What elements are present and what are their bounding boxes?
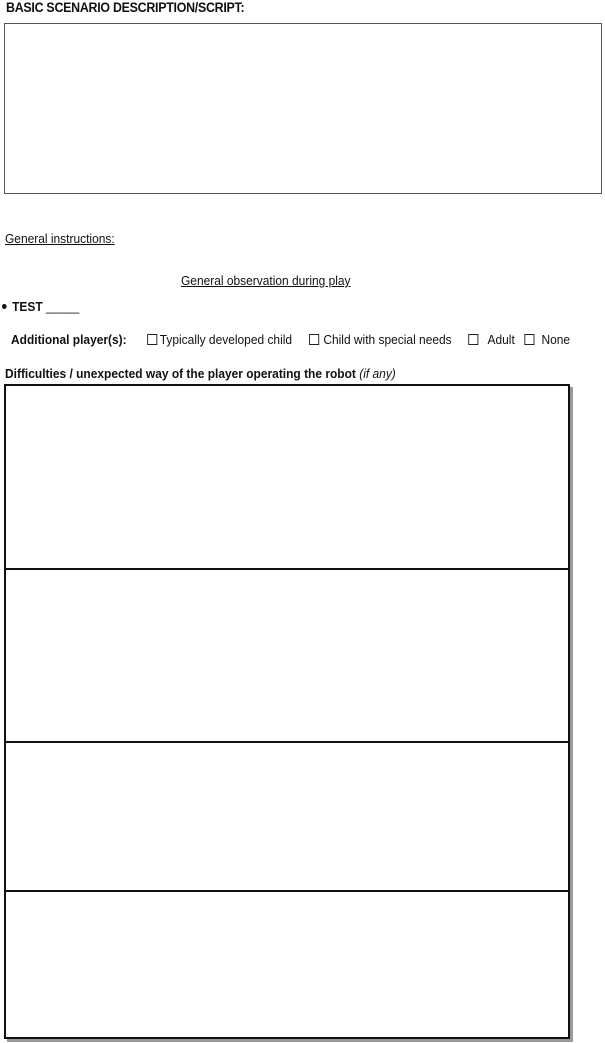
difficulties-qualifier: (if any) (359, 366, 396, 381)
option-adult[interactable] (468, 332, 515, 347)
observation-box-4[interactable] (4, 890, 570, 1039)
scenario-description-box[interactable] (4, 23, 602, 194)
option-label: Child with special needs (323, 332, 452, 347)
observation-box-3[interactable] (4, 741, 570, 892)
checkbox-icon[interactable] (309, 334, 319, 345)
option-label: None (541, 332, 571, 347)
general-instructions-heading: General instructions: (5, 231, 115, 246)
option-typically-developed-child[interactable] (147, 332, 292, 347)
general-observation-heading: General observation during play (181, 273, 351, 288)
checkbox-icon[interactable] (147, 334, 157, 345)
option-label: Adult (487, 332, 515, 347)
checkbox-icon[interactable] (468, 334, 478, 345)
observation-box-2[interactable] (4, 568, 570, 743)
difficulties-title: Difficulties / unexpected way of the player operating the robot (5, 366, 356, 381)
additional-players-label: Additional player(s): (11, 332, 127, 347)
additional-players-row (11, 332, 587, 347)
test-label: TEST (12, 299, 43, 314)
test-row (2, 299, 79, 314)
option-label: Typically developed child (159, 332, 293, 347)
scenario-title: BASIC SCENARIO DESCRIPTION/SCRIPT: (6, 0, 245, 15)
option-none[interactable] (524, 332, 570, 347)
option-child-special-needs[interactable] (309, 332, 452, 347)
checkbox-icon[interactable] (524, 334, 534, 345)
difficulties-heading (5, 366, 396, 381)
test-blank[interactable]: _____ (46, 299, 80, 314)
bullet-icon (2, 304, 7, 309)
observation-box-1[interactable] (4, 384, 570, 570)
